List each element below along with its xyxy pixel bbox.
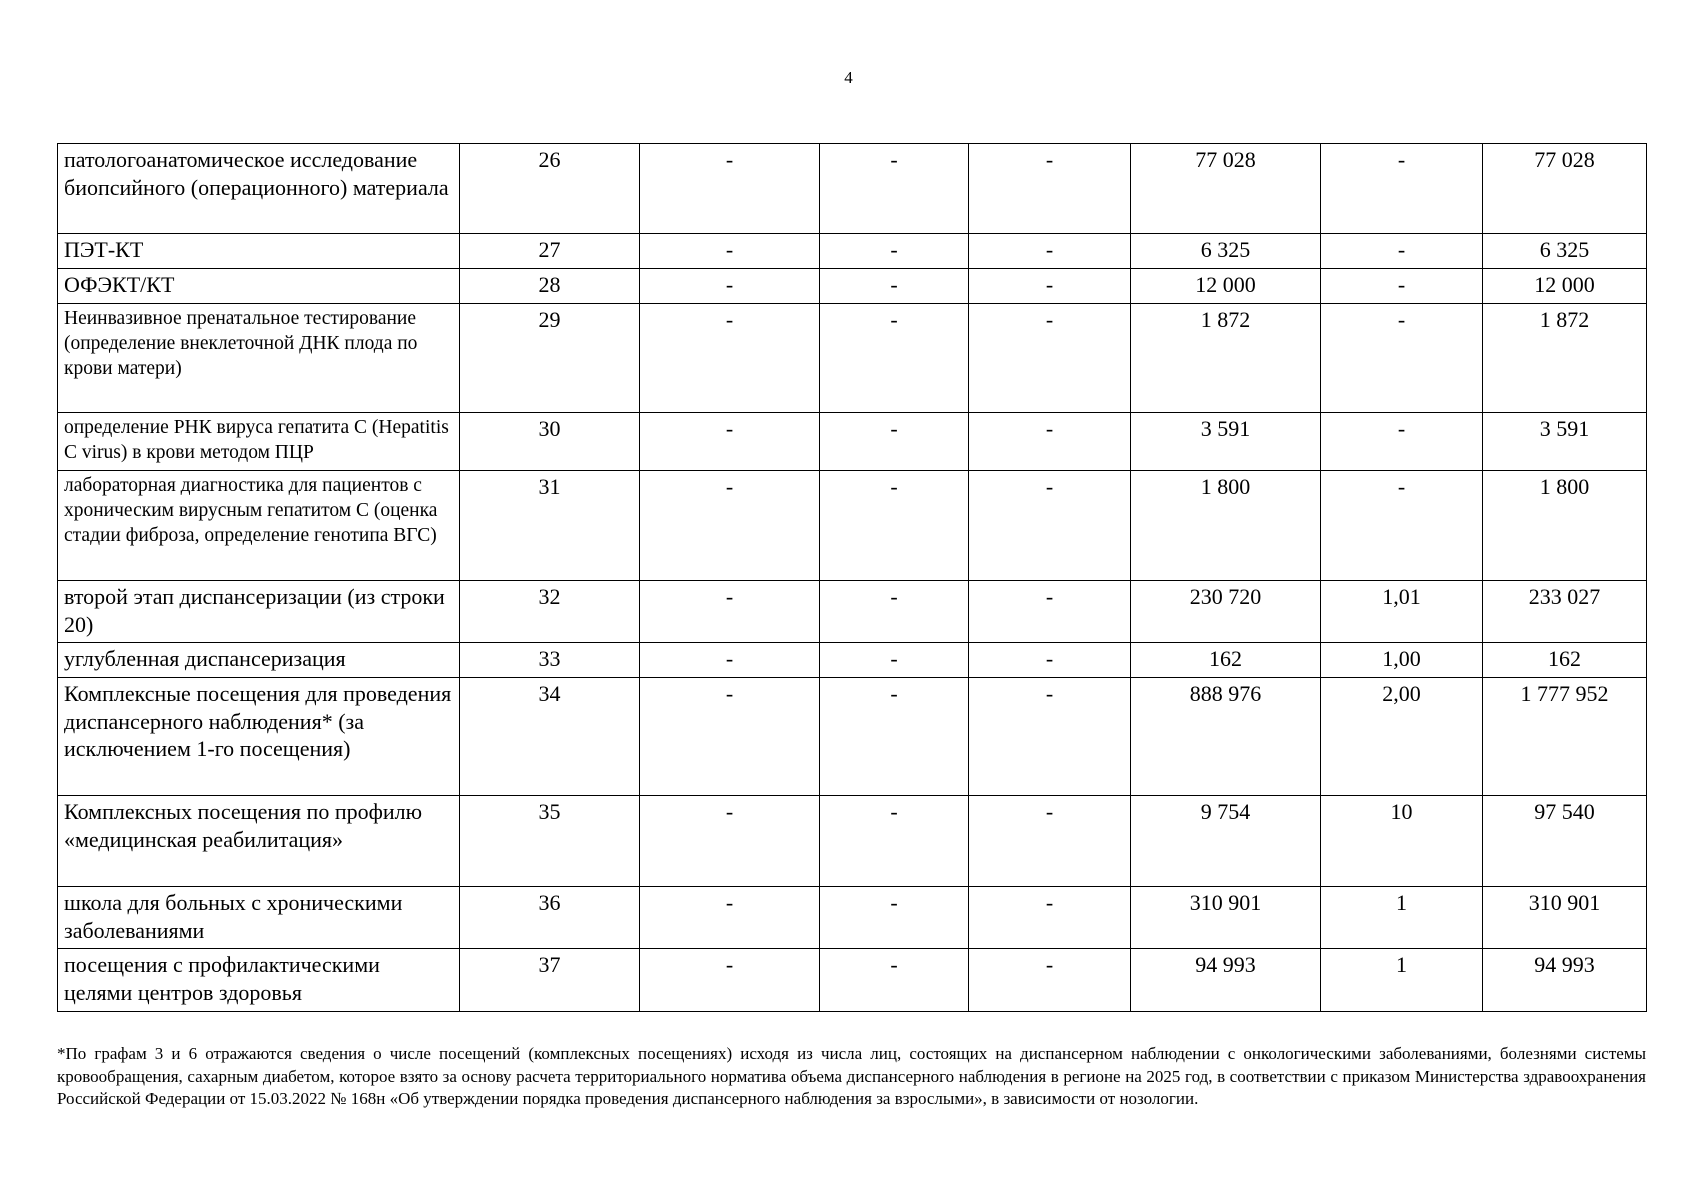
cell-col6: 162 [1131,643,1321,678]
cell-col7: - [1321,269,1483,304]
row-number: 30 [460,413,640,471]
cell-col7: 1 [1321,887,1483,949]
cell-col4: - [820,796,969,887]
table-row [58,269,1647,304]
cell-col3: - [640,949,820,1012]
row-number: 34 [460,678,640,796]
cell-col8: 6 325 [1483,234,1647,269]
cell-col7: 2,00 [1321,678,1483,796]
cell-col5: - [969,796,1131,887]
cell-col4: - [820,413,969,471]
table-row [58,234,1647,269]
table-row [58,304,1647,413]
cell-col3: - [640,304,820,413]
row-name: Комплексных посещения по профилю «медицинская реабилитация» [58,796,460,887]
cell-col7: 1 [1321,949,1483,1012]
cell-col5: - [969,304,1131,413]
row-number: 36 [460,887,640,949]
cell-col6: 77 028 [1131,144,1321,234]
cell-col8: 12 000 [1483,269,1647,304]
cell-col4: - [820,887,969,949]
cell-col7: - [1321,471,1483,581]
cell-col5: - [969,581,1131,643]
row-name: патологоанатомическое исследование биопсийного (операционного) материала [58,144,460,234]
cell-col5: - [969,949,1131,1012]
table-row [58,949,1647,1012]
table-row [58,581,1647,643]
cell-col8: 1 800 [1483,471,1647,581]
table-row [58,144,1647,234]
row-number: 33 [460,643,640,678]
footnote: *По графам 3 и 6 отражаются сведения о числе посещений (комплексных посещениях) исходя из числа лиц, состоящих на диспансерном наблюдении с онкологическими заболеваниями, болезнями системы кровообращения, сахарным диабетом, которое взято за основу расчета территориального норматива объема диспансерного наблюдения в регионе на 2025 год, в соответствии с приказом Министерства здравоохранения Российской Федерации от 15.03.2022 № 168н «Об утверждении порядка проведения диспансерного наблюдения за взрослыми», в зависимости от нозологии. [57,1044,1646,1108]
cell-col3: - [640,269,820,304]
cell-col4: - [820,678,969,796]
cell-col6: 230 720 [1131,581,1321,643]
cell-col8: 233 027 [1483,581,1647,643]
cell-col8: 1 777 952 [1483,678,1647,796]
cell-col8: 162 [1483,643,1647,678]
cell-col7: - [1321,234,1483,269]
cell-col5: - [969,413,1131,471]
cell-col3: - [640,144,820,234]
cell-col7: - [1321,304,1483,413]
cell-col7: 10 [1321,796,1483,887]
cell-col7: 1,01 [1321,581,1483,643]
cell-col6: 1 872 [1131,304,1321,413]
cell-col8: 3 591 [1483,413,1647,471]
data-table [57,143,1647,1012]
row-number: 31 [460,471,640,581]
row-name: лабораторная диагностика для пациентов с хроническим вирусным гепатитом С (оценка стадии фиброза, определение генотипа ВГС) [58,471,460,581]
row-number: 26 [460,144,640,234]
row-number: 27 [460,234,640,269]
page-number: 4 [844,68,853,87]
cell-col3: - [640,234,820,269]
cell-col6: 12 000 [1131,269,1321,304]
row-name: углубленная диспансеризация [58,643,460,678]
cell-col5: - [969,144,1131,234]
cell-col4: - [820,471,969,581]
row-name: второй этап диспансеризации (из строки 20) [58,581,460,643]
cell-col5: - [969,269,1131,304]
cell-col8: 97 540 [1483,796,1647,887]
cell-col6: 6 325 [1131,234,1321,269]
row-number: 28 [460,269,640,304]
cell-col5: - [969,234,1131,269]
row-number: 35 [460,796,640,887]
cell-col7: - [1321,144,1483,234]
table-row [58,413,1647,471]
cell-col4: - [820,269,969,304]
cell-col4: - [820,144,969,234]
table-row [58,471,1647,581]
cell-col4: - [820,581,969,643]
cell-col4: - [820,234,969,269]
row-name: ОФЭКТ/КТ [58,269,460,304]
cell-col3: - [640,413,820,471]
cell-col6: 94 993 [1131,949,1321,1012]
row-name: ПЭТ-КТ [58,234,460,269]
cell-col3: - [640,887,820,949]
row-number: 37 [460,949,640,1012]
table-row [58,887,1647,949]
table-row [58,678,1647,796]
cell-col4: - [820,304,969,413]
cell-col3: - [640,471,820,581]
cell-col8: 77 028 [1483,144,1647,234]
row-number: 29 [460,304,640,413]
cell-col5: - [969,678,1131,796]
cell-col8: 94 993 [1483,949,1647,1012]
cell-col3: - [640,678,820,796]
cell-col5: - [969,643,1131,678]
cell-col4: - [820,643,969,678]
cell-col7: 1,00 [1321,643,1483,678]
cell-col6: 1 800 [1131,471,1321,581]
cell-col6: 9 754 [1131,796,1321,887]
row-name: определение РНК вируса гепатита С (Hepatitis C virus) в крови методом ПЦР [58,413,460,471]
table-row [58,796,1647,887]
cell-col5: - [969,471,1131,581]
row-name: посещения с профилактическими целями центров здоровья [58,949,460,1012]
cell-col6: 888 976 [1131,678,1321,796]
cell-col6: 310 901 [1131,887,1321,949]
row-name: школа для больных с хроническими заболеваниями [58,887,460,949]
cell-col5: - [969,887,1131,949]
cell-col7: - [1321,413,1483,471]
cell-col8: 1 872 [1483,304,1647,413]
cell-col3: - [640,581,820,643]
cell-col3: - [640,796,820,887]
cell-col8: 310 901 [1483,887,1647,949]
row-name: Неинвазивное пренатальное тестирование (определение внеклеточной ДНК плода по крови матери) [58,304,460,413]
table-row [58,643,1647,678]
cell-col4: - [820,949,969,1012]
cell-col3: - [640,643,820,678]
cell-col6: 3 591 [1131,413,1321,471]
row-number: 32 [460,581,640,643]
row-name: Комплексные посещения для проведения диспансерного наблюдения* (за исключением 1-го посещения) [58,678,460,796]
